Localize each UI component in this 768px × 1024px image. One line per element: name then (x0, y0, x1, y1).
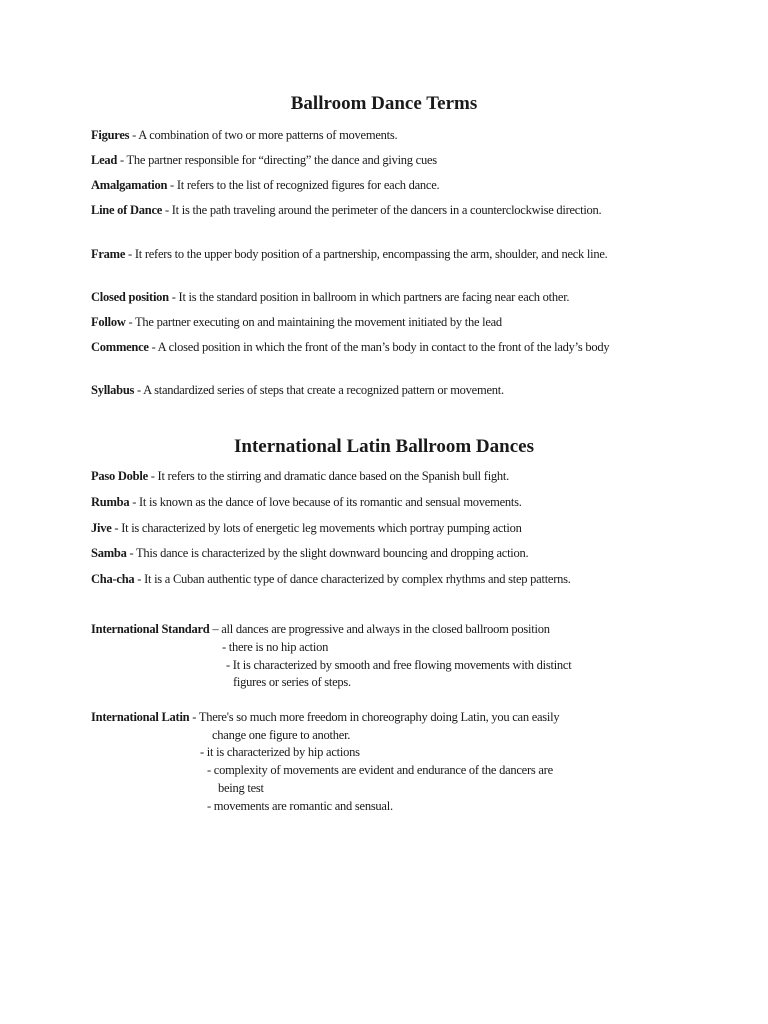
term: Paso Doble (91, 469, 148, 483)
definition: - A closed position in which the front of the man’s body in contact to the front of the lady’s body (148, 340, 610, 354)
term-entry (91, 338, 651, 356)
definition: - A combination of two or more patterns of movements. (129, 128, 398, 142)
definition: - There's so much more freedom in choreography doing Latin, you can easily (189, 710, 560, 724)
term-entry (91, 245, 651, 263)
latin-line: - it is characterized by hip actions (200, 745, 360, 759)
definition: - The partner responsible for “directing” the dance and giving cues (117, 153, 437, 167)
latin-line: - complexity of movements are evident and endurance of the dancers are (207, 763, 553, 777)
term: Syllabus (91, 383, 135, 397)
term: Commence (91, 340, 149, 354)
term: Samba (91, 546, 127, 560)
term: Figures (91, 128, 130, 142)
term-entry (91, 288, 651, 306)
term: Line of Dance (91, 203, 163, 217)
definition: - This dance is characterized by the slight downward bouncing and dropping action. (126, 546, 529, 560)
dance-entry (91, 519, 651, 537)
standard-line: figures or series of steps. (233, 675, 351, 689)
definition: - The partner executing on and maintaining the movement initiated by the lead (125, 315, 502, 329)
term-entry (91, 201, 651, 219)
dance-entry (91, 544, 651, 562)
term: International Latin (91, 710, 190, 724)
definition: - It is known as the dance of love because of its romantic and sensual movements. (129, 495, 522, 509)
definition: - It is a Cuban authentic type of dance characterized by complex rhythms and step patterns. (134, 572, 571, 586)
standard-line: - there is no hip action (222, 640, 329, 654)
definition: – all dances are progressive and always in the closed ballroom position (209, 622, 550, 636)
term-entry (91, 381, 651, 399)
term: Jive (91, 521, 112, 535)
term: Rumba (91, 495, 130, 509)
definition: - It is characterized by lots of energetic leg movements which portray pumping action (111, 521, 522, 535)
term-entry (91, 126, 651, 144)
dance-entry (91, 493, 651, 511)
latin-line: change one figure to another. (212, 728, 351, 742)
term: Cha-cha (91, 572, 135, 586)
definition: - It is the path traveling around the perimeter of the dancers in a counterclockwise direction. (162, 203, 602, 217)
term: International Standard (91, 622, 210, 636)
term: Amalgamation (91, 178, 168, 192)
definition: - A standardized series of steps that create a recognized pattern or movement. (134, 383, 504, 397)
latin-line: being test (218, 781, 264, 795)
definition: - It refers to the list of recognized figures for each dance. (167, 178, 440, 192)
standard-first-line (91, 620, 550, 638)
section-title-ballroom-terms: Ballroom Dance Terms (290, 93, 478, 114)
dance-entry (91, 570, 651, 588)
term-entry (91, 313, 651, 331)
term: Follow (91, 315, 126, 329)
latin-first-line (91, 708, 559, 726)
definition: - It is the standard position in ballroom in which partners are facing near each other. (168, 290, 570, 304)
definition: - It refers to the upper body position of a partnership, encompassing the arm, shoulder, and neck line. (125, 247, 608, 261)
term-entry (91, 151, 651, 169)
term: Lead (91, 153, 118, 167)
section-title-latin-dances: International Latin Ballroom Dances (234, 436, 534, 457)
latin-line: - movements are romantic and sensual. (207, 799, 393, 813)
term: Closed position (91, 290, 169, 304)
term-entry (91, 176, 651, 194)
term: Frame (91, 247, 126, 261)
dance-entry (91, 467, 651, 485)
definition: - It refers to the stirring and dramatic dance based on the Spanish bull fight. (147, 469, 510, 483)
standard-line: - It is characterized by smooth and free flowing movements with distinct (226, 658, 572, 672)
